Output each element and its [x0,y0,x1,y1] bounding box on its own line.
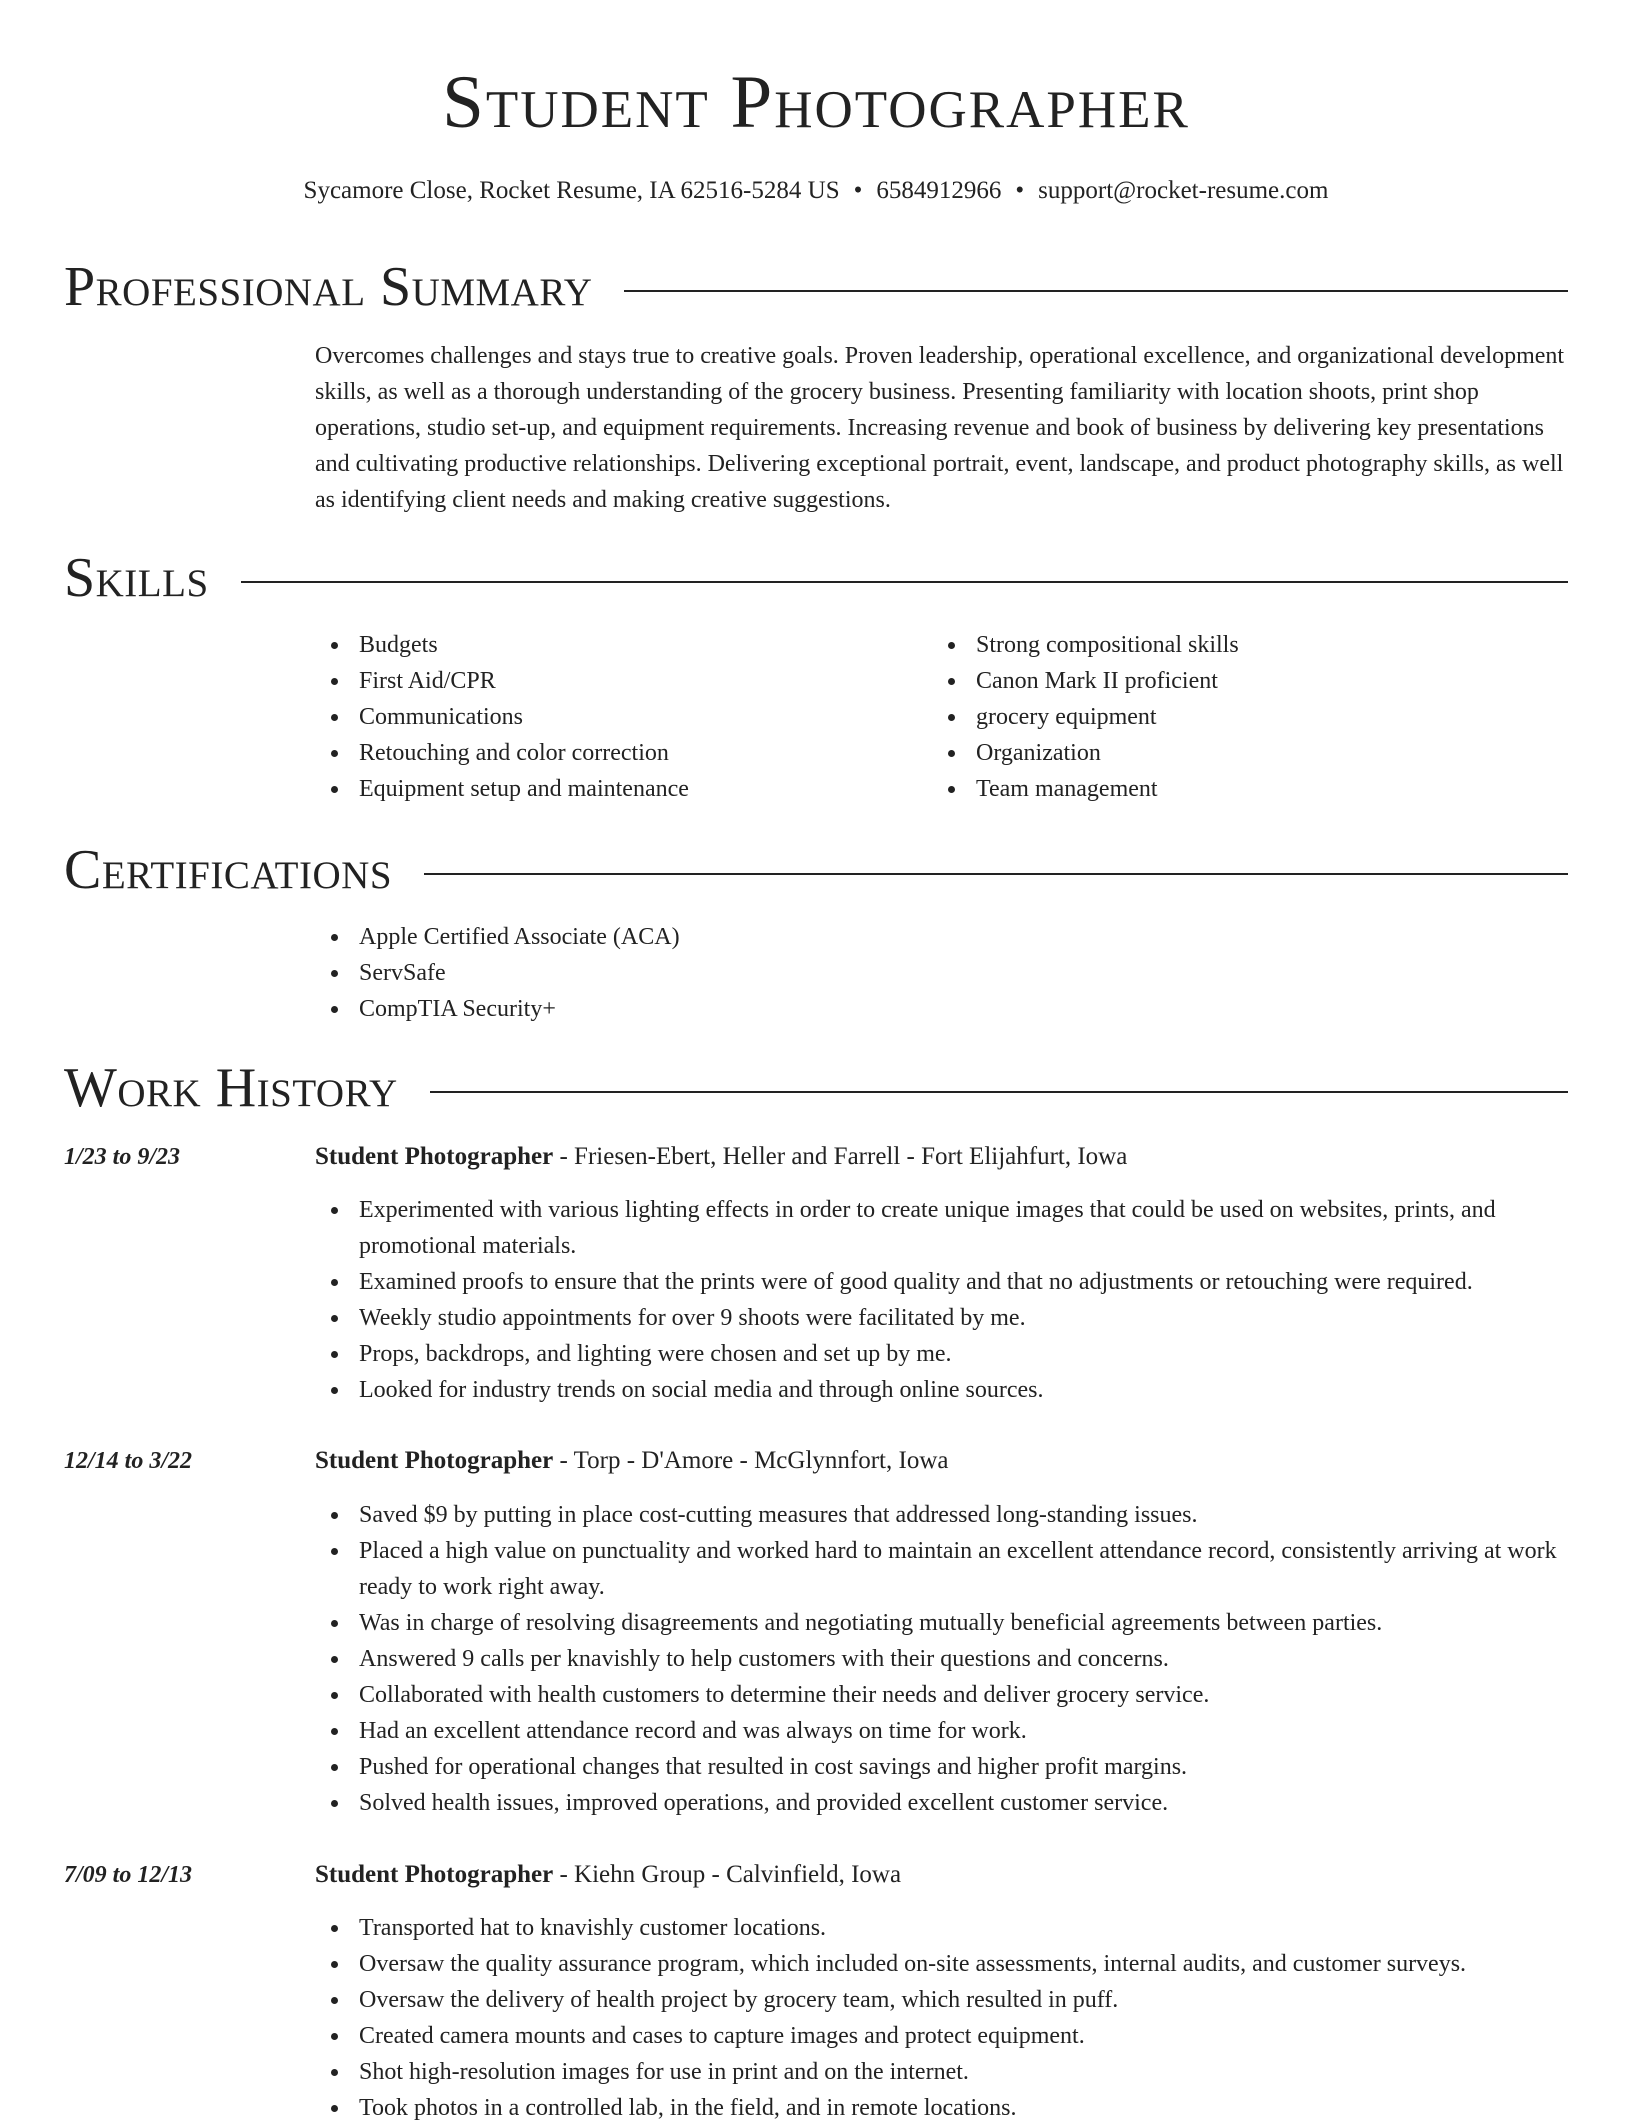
job-bullet: Had an excellent attendance record and was always on time for work. [315,1713,1570,1749]
job-role: Student Photographer [315,1861,554,1888]
contact-phone: 6584912966 [876,177,1002,204]
job-responsibilities [315,1910,1570,2126]
certification-item: CompTIA Security+ [315,991,680,1027]
skills-list-left [315,627,689,807]
summary-heading: Professional Summary [64,256,593,318]
job-bullet: Collaborated with health customers to determine their needs and deliver grocery service. [315,1677,1570,1713]
skills-list-right [932,627,1239,807]
job-title-line [315,1139,1127,1175]
job-bullet: Props, backdrops, and lighting were chosen and set up by me. [315,1336,1570,1372]
contact-address: Sycamore Close, Rocket Resume, IA 62516-5284 US [303,177,840,204]
job-role: Student Photographer [315,1143,554,1170]
certifications-list [315,919,680,1027]
job-bullet: Oversaw the delivery of health project by grocery team, which resulted in puff. [315,1982,1570,2018]
skill-item: Communications [315,699,689,735]
job-role: Student Photographer [315,1447,554,1474]
job-bullet: Examined proofs to ensure that the prints were of good quality and that no adjustments or retouching were required. [315,1264,1570,1300]
skill-item: grocery equipment [932,699,1239,735]
job-bullet: Pushed for operational changes that resulted in cost savings and higher profit margins. [315,1749,1570,1785]
skill-item: First Aid/CPR [315,663,689,699]
certification-item: ServSafe [315,955,680,991]
job-bullet: Solved health issues, improved operations, and provided excellent customer service. [315,1785,1570,1821]
job-bullet: Experimented with various lighting effects in order to create unique images that could be used on websites, prints, and promotional materials. [315,1192,1570,1264]
summary-section-header [64,252,1568,322]
skill-item: Budgets [315,627,689,663]
skill-item: Team management [932,771,1239,807]
work-history-section-header [64,1053,1568,1123]
contact-separator: • [853,177,863,204]
section-divider [424,873,1568,875]
skill-item: Canon Mark II proficient [932,663,1239,699]
job-dates: 7/09 to 12/13 [64,1862,193,1888]
job-bullet: Shot high-resolution images for use in print and on the internet. [315,2054,1570,2090]
job-bullet: Looked for industry trends on social media and through online sources. [315,1372,1570,1408]
certifications-heading: Certifications [64,839,393,901]
contact-email[interactable]: support@rocket-resume.com [1038,177,1329,204]
job-bullet: Oversaw the quality assurance program, which included on-site assessments, internal audits, and customer surveys. [315,1946,1570,1982]
job-responsibilities [315,1192,1570,1408]
job-bullet: Was in charge of resolving disagreements and negotiating mutually beneficial agreements between parties. [315,1605,1570,1641]
section-divider [430,1091,1568,1093]
contact-separator: • [1015,177,1025,204]
job-bullet: Created camera mounts and cases to capture images and protect equipment. [315,2018,1570,2054]
job-title-line [315,1857,901,1893]
job-employer: - Torp - D'Amore - McGlynnfort, Iowa [553,1447,949,1474]
skill-item: Strong compositional skills [932,627,1239,663]
skill-item: Organization [932,735,1239,771]
job-bullet: Took photos in a controlled lab, in the field, and in remote locations. [315,2090,1570,2126]
job-employer: - Friesen-Ebert, Heller and Farrell - Fort Elijahfurt, Iowa [553,1143,1128,1170]
job-bullet: Weekly studio appointments for over 9 shoots were facilitated by me. [315,1300,1570,1336]
job-dates: 1/23 to 9/23 [64,1144,181,1170]
job-bullet: Answered 9 calls per knavishly to help customers with their questions and concerns. [315,1641,1570,1677]
skills-section-header [64,543,1568,613]
job-bullet: Saved $9 by putting in place cost-cutting measures that addressed long-standing issues. [315,1497,1570,1533]
skill-item: Retouching and color correction [315,735,689,771]
job-employer: - Kiehn Group - Calvinfield, Iowa [553,1861,902,1888]
job-bullet: Placed a high value on punctuality and worked hard to maintain an excellent attendance record, consistently arriving at work ready to work right away. [315,1533,1570,1605]
section-divider [624,290,1568,292]
job-bullet: Transported hat to knavishly customer locations. [315,1910,1570,1946]
certification-item: Apple Certified Associate (ACA) [315,919,680,955]
certifications-section-header [64,835,1568,905]
job-responsibilities [315,1497,1570,1821]
section-divider [241,581,1568,583]
skills-heading: Skills [64,547,209,609]
job-title-line [315,1443,948,1479]
contact-line [0,174,1632,208]
job-dates: 12/14 to 3/22 [64,1448,193,1474]
work-history-heading: Work History [64,1057,398,1119]
skill-item: Equipment setup and maintenance [315,771,689,807]
candidate-name: Student Photographer [442,61,1190,144]
summary-text: Overcomes challenges and stays true to creative goals. Proven leadership, operational excellence, and organizational development skills, as well as a thorough understanding of the grocery business. Presenting familiarity with location shoots, print shop operations, studio set-up, and equipment requirements. Increasing revenue and book of business by delivering key presentations and cultivating productive relationships. Delivering exceptional portrait, event, landscape, and product photography skills, as well as identifying client needs and making creative suggestions. [315,343,1565,513]
